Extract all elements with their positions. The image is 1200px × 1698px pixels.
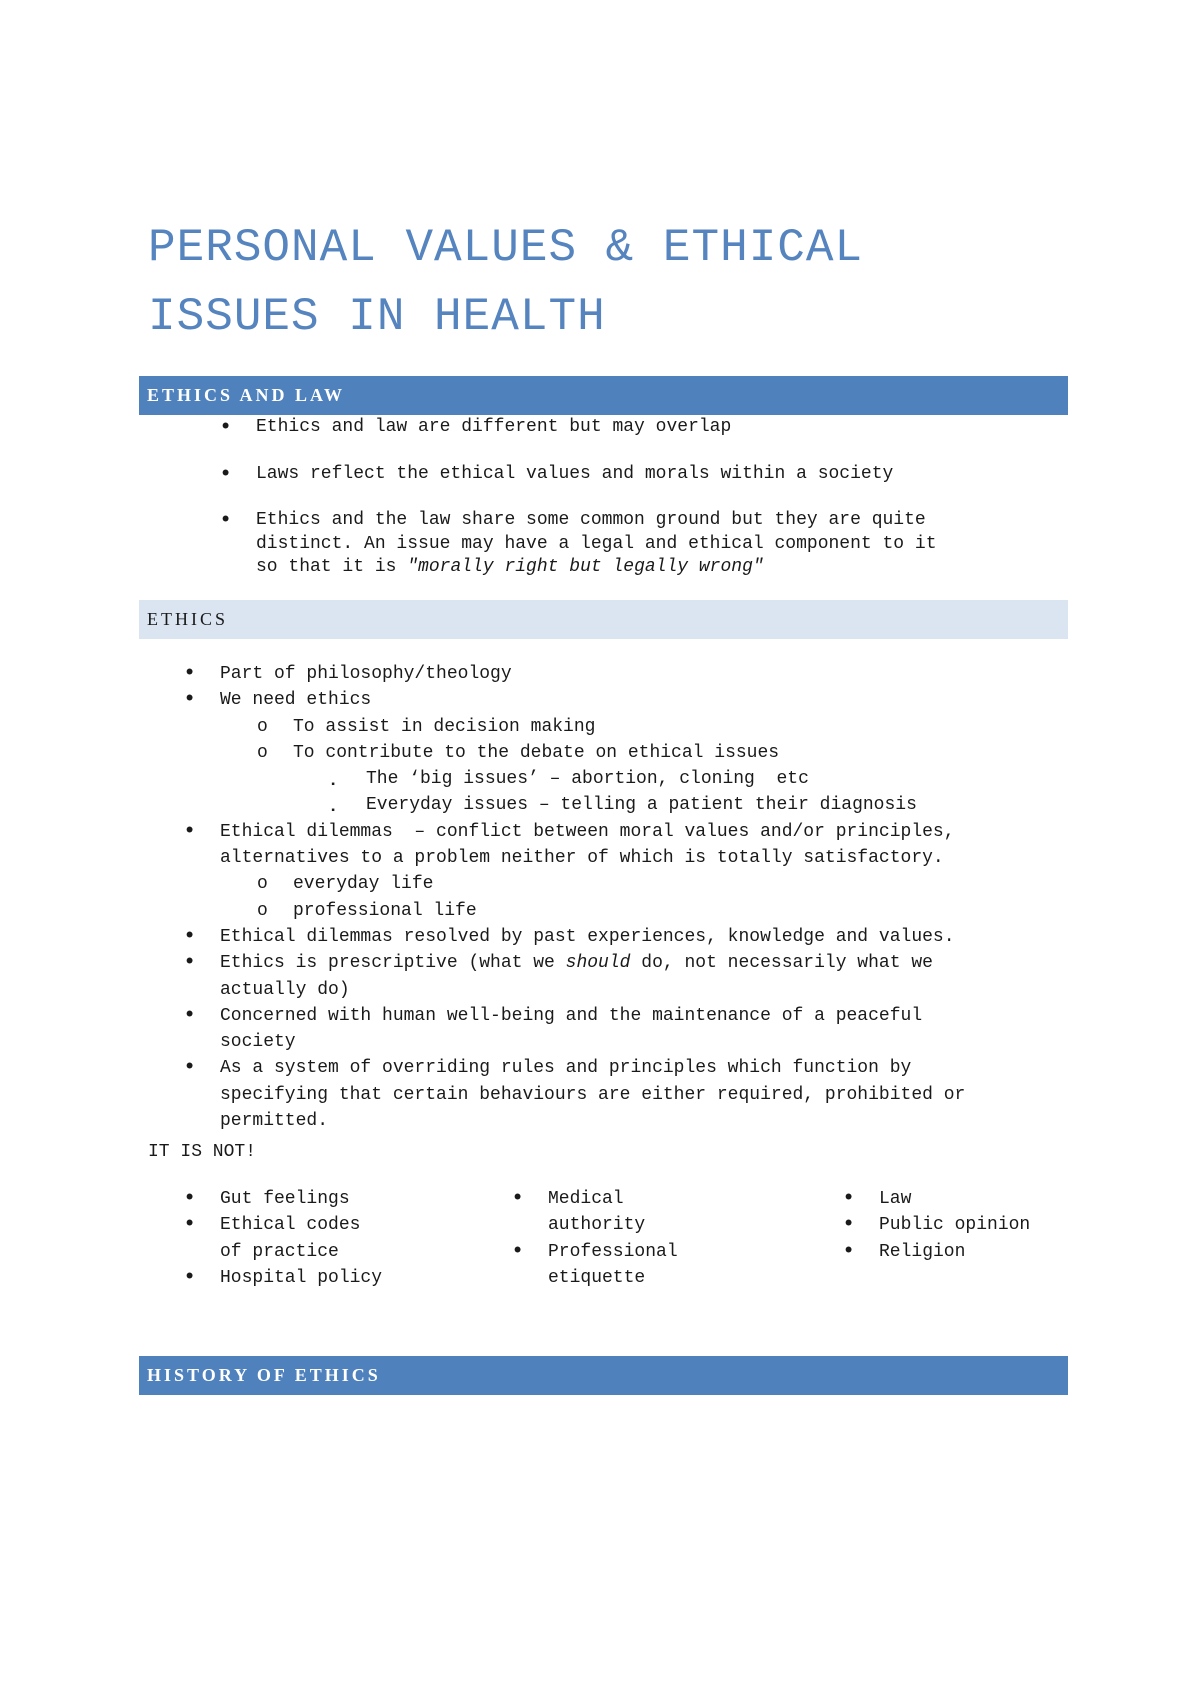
not-list-column-3 — [879, 1186, 1139, 1265]
list-item: • Religion — [879, 1239, 1139, 1265]
circle-bullet-icon — [257, 714, 268, 740]
ethics-list — [220, 661, 1080, 1134]
list-item: • Part of philosophy/theology — [220, 661, 1080, 687]
section-heading-history-of-ethics: HISTORY OF ETHICS — [139, 1356, 1068, 1395]
bullet-icon — [183, 687, 196, 713]
list-item: • Ethical codes of practice — [220, 1212, 480, 1265]
bullet-icon — [842, 1212, 855, 1238]
section-heading-ethics: ETHICS — [139, 600, 1068, 639]
list-item: • We need ethics — [220, 687, 1080, 713]
it-is-not-label: IT IS NOT! — [148, 1142, 257, 1162]
bullet-icon — [183, 1186, 196, 1212]
bullet-icon — [183, 1212, 196, 1238]
bullet-icon — [183, 1265, 196, 1291]
bullet-icon — [183, 1055, 196, 1081]
circle-bullet-icon — [257, 740, 268, 766]
bullet-icon — [219, 509, 232, 533]
bullet-icon — [183, 950, 196, 976]
not-list-column-1 — [220, 1186, 480, 1291]
ethics-and-law-list — [256, 416, 1056, 603]
list-item: • Public opinion — [879, 1212, 1139, 1238]
list-item: • Hospital policy — [220, 1265, 480, 1291]
list-item: • Ethics is prescriptive (what we should do, not necessarily what we actually do) — [220, 950, 1080, 1003]
list-item: o professional life — [293, 898, 1080, 924]
section-heading-ethics-and-law: ETHICS AND LAW — [139, 376, 1068, 415]
list-item: • Ethical dilemmas – conflict between moral values and/or principles, alternatives to a problem neither of which is totally satisfactory. — [220, 819, 1080, 872]
not-list-column-2 — [548, 1186, 808, 1291]
document-title — [148, 214, 1108, 352]
list-item: • Professional etiquette — [548, 1239, 808, 1292]
bullet-icon — [842, 1186, 855, 1212]
bullet-icon — [183, 1003, 196, 1029]
bullet-icon — [511, 1186, 524, 1212]
bullet-icon — [842, 1239, 855, 1265]
list-item: • Ethics and the law share some common ground but they are quite distinct. An issue may have a legal and ethical component to it so that it is "morally right but legally wrong" — [256, 509, 1056, 580]
list-item: • Laws reflect the ethical values and morals within a society — [256, 463, 1056, 487]
circle-bullet-icon — [257, 898, 268, 924]
list-item: • Ethical dilemmas resolved by past experiences, knowledge and values. — [220, 924, 1080, 950]
bullet-icon — [183, 924, 196, 950]
circle-bullet-icon — [257, 871, 268, 897]
list-item: o To assist in decision making — [293, 714, 1080, 740]
list-item: • Concerned with human well-being and the maintenance of a peaceful society — [220, 1003, 1080, 1056]
list-item: ▪ Everyday issues – telling a patient their diagnosis — [366, 792, 1080, 818]
list-item: • As a system of overriding rules and principles which function by specifying that certain behaviours are either required, prohibited or permitted. — [220, 1055, 1080, 1134]
list-item: • Law — [879, 1186, 1139, 1212]
list-item: • Medical authority — [548, 1186, 808, 1239]
list-item: • Ethics and law are different but may overlap — [256, 416, 1056, 440]
list-item: o everyday life — [293, 871, 1080, 897]
bullet-icon — [511, 1239, 524, 1265]
list-item: ▪ The ‘big issues’ – abortion, cloning etc — [366, 766, 1080, 792]
title-line-2: ISSUES IN HEALTH — [148, 291, 606, 343]
list-item: • Gut feelings — [220, 1186, 480, 1212]
square-bullet-icon — [330, 773, 336, 799]
bullet-icon — [219, 416, 232, 440]
list-item: o To contribute to the debate on ethical issues — [293, 740, 1080, 766]
bullet-icon — [219, 463, 232, 487]
title-line-1: PERSONAL VALUES & ETHICAL — [148, 222, 864, 274]
bullet-icon — [183, 661, 196, 687]
bullet-icon — [183, 819, 196, 845]
